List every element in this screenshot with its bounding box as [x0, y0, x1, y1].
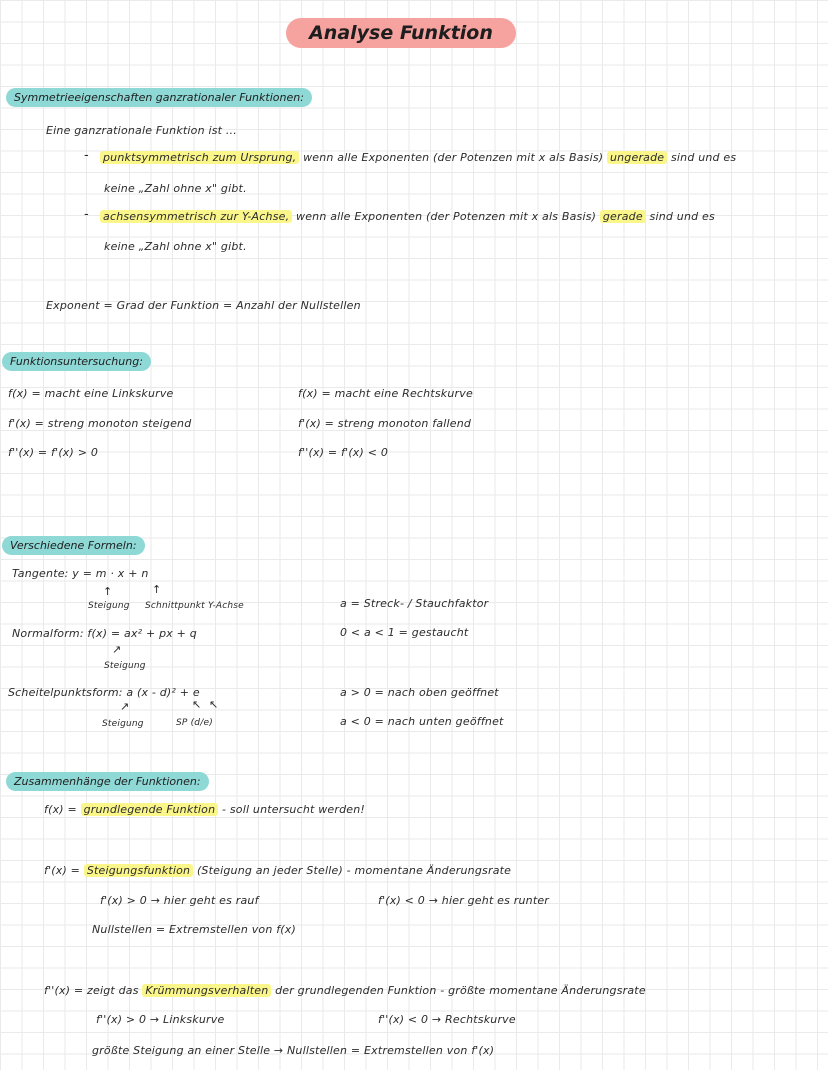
normal-form: Normalform: f(x) = ax² + px + q: [12, 627, 197, 640]
f2-nullstellen: größte Steigung an einer Stelle → Nullstellen = Extremstellen von f'(x): [92, 1044, 495, 1057]
f1-line: [44, 864, 511, 878]
f1-nullstellen: Nullstellen = Extremstellen von f(x): [92, 923, 296, 936]
arrow-up-icon: ↗: [112, 643, 122, 656]
bullet-point-symmetry-line2: keine „Zahl ohne x" gibt.: [104, 182, 247, 195]
exponent-line: Exponent = Grad der Funktion = Anzahl der Nullstellen: [46, 299, 361, 312]
relations-heading: Zusammenhänge der Funktionen:: [6, 772, 209, 791]
f1-highlight: Steigungsfunktion: [84, 864, 193, 877]
f1-negative: f'(x) < 0 → hier geht es runter: [378, 894, 550, 907]
analysis-left-1: f(x) = macht eine Linkskurve: [8, 387, 174, 400]
bullet-axis-symmetry: [100, 210, 715, 224]
odd-highlight: ungerade: [607, 151, 667, 164]
formulas-heading: Verschiedene Formeln:: [2, 536, 145, 555]
tangent-n-label: Schnittpunkt Y-Achse: [145, 601, 244, 611]
f2-label: f''(x) = zeigt das: [44, 984, 139, 997]
point-symmetry-highlight: punktsymmetrisch zum Ursprung,: [100, 151, 299, 164]
vertex-a-label: Steigung: [102, 719, 144, 729]
analysis-right-2: f'(x) = streng monoton fallend: [298, 417, 472, 430]
arrow-up-icon: ↖: [209, 698, 219, 711]
point-symmetry-end: sind und es: [670, 151, 737, 164]
f2-end: der grundlegenden Funktion - größte momentane Änderungsrate: [275, 984, 646, 997]
vertex-sp-label: SP (d/e): [176, 718, 213, 728]
bullet-point-symmetry: [100, 151, 736, 165]
fx-end: - soll untersucht werden!: [222, 803, 366, 816]
f1-label: f'(x) =: [44, 864, 81, 877]
tangent-formula: Tangente: y = m · x + n: [12, 567, 149, 580]
f2-negative: f''(x) < 0 → Rechtskurve: [378, 1013, 516, 1026]
symmetry-heading: Symmetrieeigenschaften ganzrationaler Funktionen:: [6, 88, 312, 107]
bullet-axis-symmetry-line2: keine „Zahl ohne x" gibt.: [104, 240, 247, 253]
f2-positive: f''(x) > 0 → Linkskurve: [96, 1013, 225, 1026]
f2-line: [44, 984, 646, 998]
fx-line: [44, 803, 365, 817]
function-analysis-heading: Funktionsuntersuchung:: [2, 352, 151, 371]
analysis-left-3: f''(x) = f'(x) > 0: [8, 446, 99, 459]
a-factor-line-4: a < 0 = nach unten geöffnet: [340, 715, 504, 728]
axis-symmetry-highlight: achsensymmetrisch zur Y-Achse,: [100, 210, 292, 223]
even-highlight: gerade: [600, 210, 646, 223]
arrow-up-icon: ↑: [103, 585, 113, 598]
analysis-right-3: f''(x) = f'(x) < 0: [298, 446, 389, 459]
fx-highlight: grundlegende Funktion: [81, 803, 219, 816]
arrow-up-icon: ↗: [120, 700, 130, 713]
axis-symmetry-end: sind und es: [649, 210, 715, 223]
f1-end: (Steigung an jeder Stelle) - momentane Änderungsrate: [196, 864, 512, 877]
analysis-left-2: f'(x) = streng monoton steigend: [8, 417, 192, 430]
bullet-dash: -: [84, 207, 89, 222]
symmetry-intro: Eine ganzrationale Funktion ist ...: [46, 124, 237, 137]
a-factor-line-3: a > 0 = nach oben geöffnet: [340, 686, 499, 699]
fx-label: f(x) =: [44, 803, 77, 816]
normal-form-a-label: Steigung: [104, 661, 146, 671]
arrow-up-icon: ↖: [192, 698, 202, 711]
a-factor-line-2: 0 < a < 1 = gestaucht: [340, 626, 469, 639]
vertex-form: Scheitelpunktsform: a (x - d)² + e: [8, 686, 200, 699]
axis-symmetry-text: wenn alle Exponenten (der Potenzen mit x als Basis): [296, 210, 597, 223]
bullet-dash: -: [84, 148, 89, 163]
arrow-up-icon: ↑: [152, 583, 162, 596]
tangent-m-label: Steigung: [88, 601, 130, 611]
page-title: Analyse Funktion: [286, 18, 516, 48]
f1-positive: f'(x) > 0 → hier geht es rauf: [100, 894, 259, 907]
f2-highlight: Krümmungsverhalten: [142, 984, 271, 997]
analysis-right-1: f(x) = macht eine Rechtskurve: [298, 387, 473, 400]
point-symmetry-text: wenn alle Exponenten (der Potenzen mit x als Basis): [303, 151, 604, 164]
a-factor-line-1: a = Streck- / Stauchfaktor: [340, 597, 489, 610]
